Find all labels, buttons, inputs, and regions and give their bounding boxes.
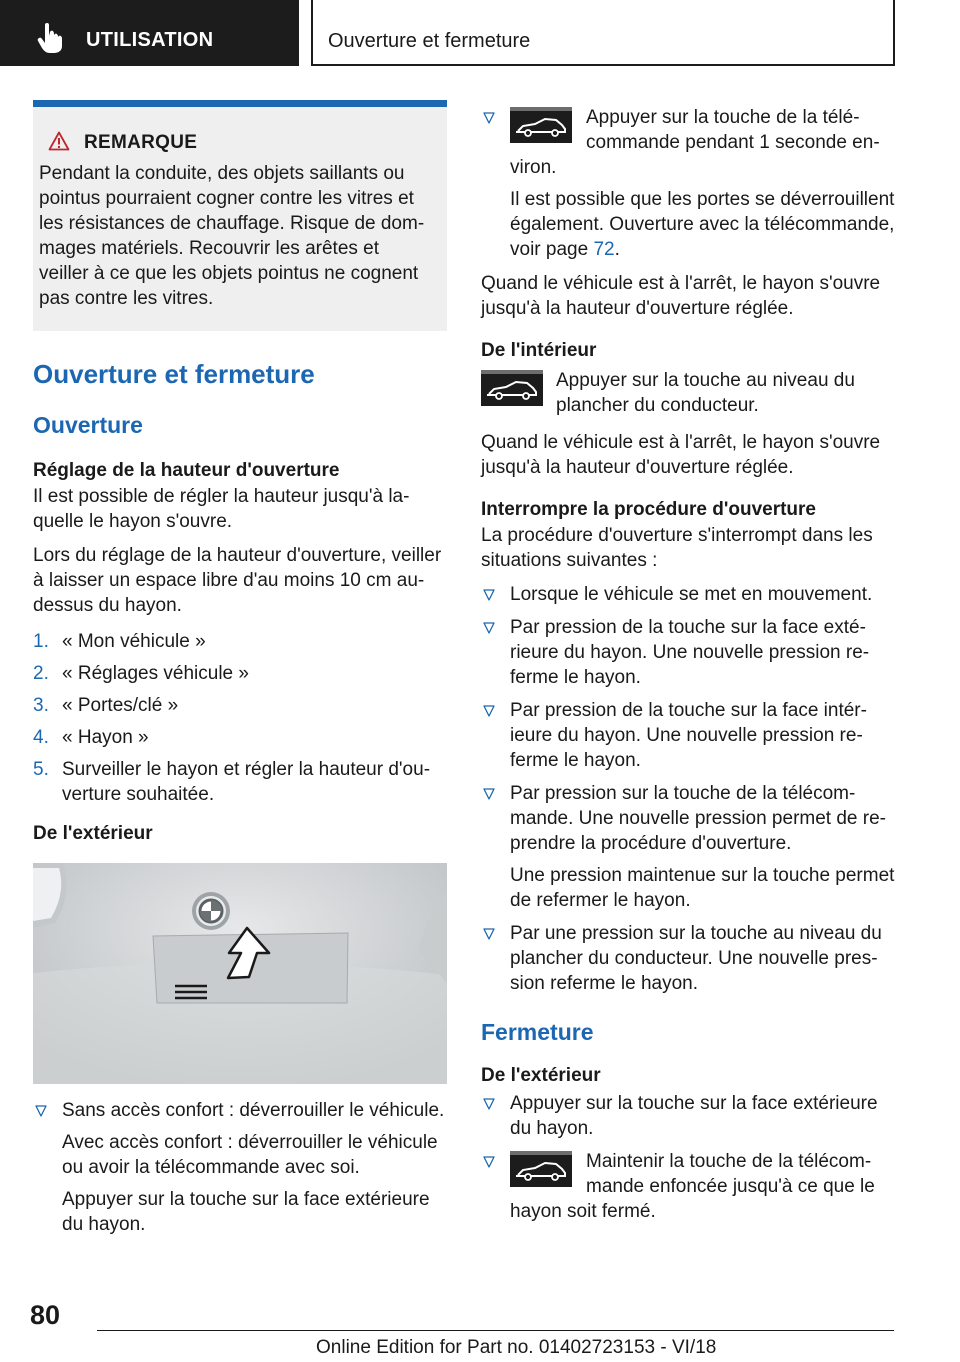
list-item: 5. Surveiller le hayon et régler la hauteur d'ouverture souhaitée. [33,759,431,805]
bullet-item: Par pression sur la touche de la télécommande. Une nouvelle pression permet de reprendre la procédure d'ouverture. Une pression maintenue sur la touche permet de refermer le hayon. [481,781,896,913]
bullet-triangle-icon [483,112,495,124]
list-item: 1. « Mon véhicule » [33,631,206,652]
list-item: 4. « Hayon » [33,727,149,748]
tailgate-button-illustration [33,863,447,1084]
section-heading-opening: Ouverture [33,412,143,438]
section-heading-closing: Fermeture [481,1019,594,1045]
inside-block: Appuyer sur la touche au niveau du plancher du conducteur. [481,368,896,418]
bullet-item: Maintenir la touche de la télécommande enfoncée jusqu'à ce que le hayon soit fermé. [481,1149,896,1224]
bullet-item: Par pression de la touche sur la face intérieure du hayon. Une nouvelle pression referme le hayon. [481,698,896,773]
hand-pointer-icon [36,22,66,54]
bullet-triangle-icon [483,705,495,717]
footer-divider [97,1330,894,1331]
bullet-triangle-icon [35,1105,47,1117]
note-title: REMARQUE [84,132,198,153]
paragraph: Quand le véhicule est à l'arrêt, le hayon s'ouvre jusqu'à la hauteur d'ouverture réglée. [481,432,881,478]
bullet-triangle-icon [483,788,495,800]
page-number: 80 [30,1300,61,1330]
subheading-height: Réglage de la hauteur d'ouverture [33,460,340,481]
subheading-close-outside: De l'extérieur [481,1065,601,1086]
page-title: Ouverture et fermeture [328,30,531,52]
bullet-item: Lorsque le véhicule se met en mouvement. [481,582,896,607]
bullet-item: Appuyer sur la touche de la télécommande pendant 1 seconde environ. Il est possible que les portes se déverrouillent également. Ouverture avec la télécommande, voir page 72. [481,105,896,262]
bullet-item: Sans accès confort : déverrouiller le véhicule. Avec accès confort : déverrouiller le véhicule ou avoir la télécommande avec soi. Appuyer sur la touche sur la face extérieure du hayon. [33,1098,447,1237]
steps-list [33,629,447,807]
warning-triangle-icon [48,131,70,151]
left-column [33,100,447,1237]
right-column [481,100,896,1224]
edition-footer: Online Edition for Part no. 01402723153 - VI/18 [316,1337,717,1358]
car-tailgate-button-icon [510,1151,572,1187]
page-header [311,0,895,66]
paragraph: Il est possible de régler la hauteur jusqu'à laquelle le hayon s'ouvre. [33,486,410,532]
paragraph: Lors du réglage de la hauteur d'ouverture, veiller à laisser un espace libre d'au moins 10 cm au-dessus du hayon. [33,545,442,616]
car-tailgate-button-icon [481,370,543,406]
note-box [33,100,447,331]
subheading-inside: De l'intérieur [481,340,597,361]
subheading-interrupt: Interrompre la procédure d'ouverture [481,499,816,520]
section-label: UTILISATION [86,29,214,51]
bullet-triangle-icon [483,589,495,601]
bullet-triangle-icon [483,1098,495,1110]
bullet-triangle-icon [483,622,495,634]
list-item: 2. « Réglages véhicule » [33,663,249,684]
chapter-heading: Ouverture et fermeture [33,359,315,389]
page-link[interactable]: 72 [593,239,615,260]
bullet-item: Appuyer sur la touche sur la face extérieure du hayon. [481,1091,896,1141]
paragraph: Quand le véhicule est à l'arrêt, le hayon s'ouvre jusqu'à la hauteur d'ouverture réglée. [481,273,881,319]
note-text: Pendant la conduite, des objets saillants ou pointus pourraient cogner contre les vitres et les résistances de chauffage. Risque de dommages matériels. Recouvrir les arêtes et veiller à ce que les objets pointus ne cognent pas contre les vitres. [39,163,425,309]
bullet-item: Par une pression sur la touche au niveau du plancher du conducteur. Une nouvelle pression referme le hayon. [481,921,896,996]
bullet-item: Par pression de la touche sur la face extérieure du hayon. Une nouvelle pression referme le hayon. [481,615,896,690]
list-item: 3. « Portes/clé » [33,695,179,716]
paragraph: La procédure d'ouverture s'interrompt dans les situations suivantes : [481,525,873,571]
section-tab [0,0,299,66]
bullet-triangle-icon [483,1156,495,1168]
subheading-outside: De l'extérieur [33,823,153,844]
car-tailgate-button-icon [510,107,572,143]
bullet-triangle-icon [483,928,495,940]
